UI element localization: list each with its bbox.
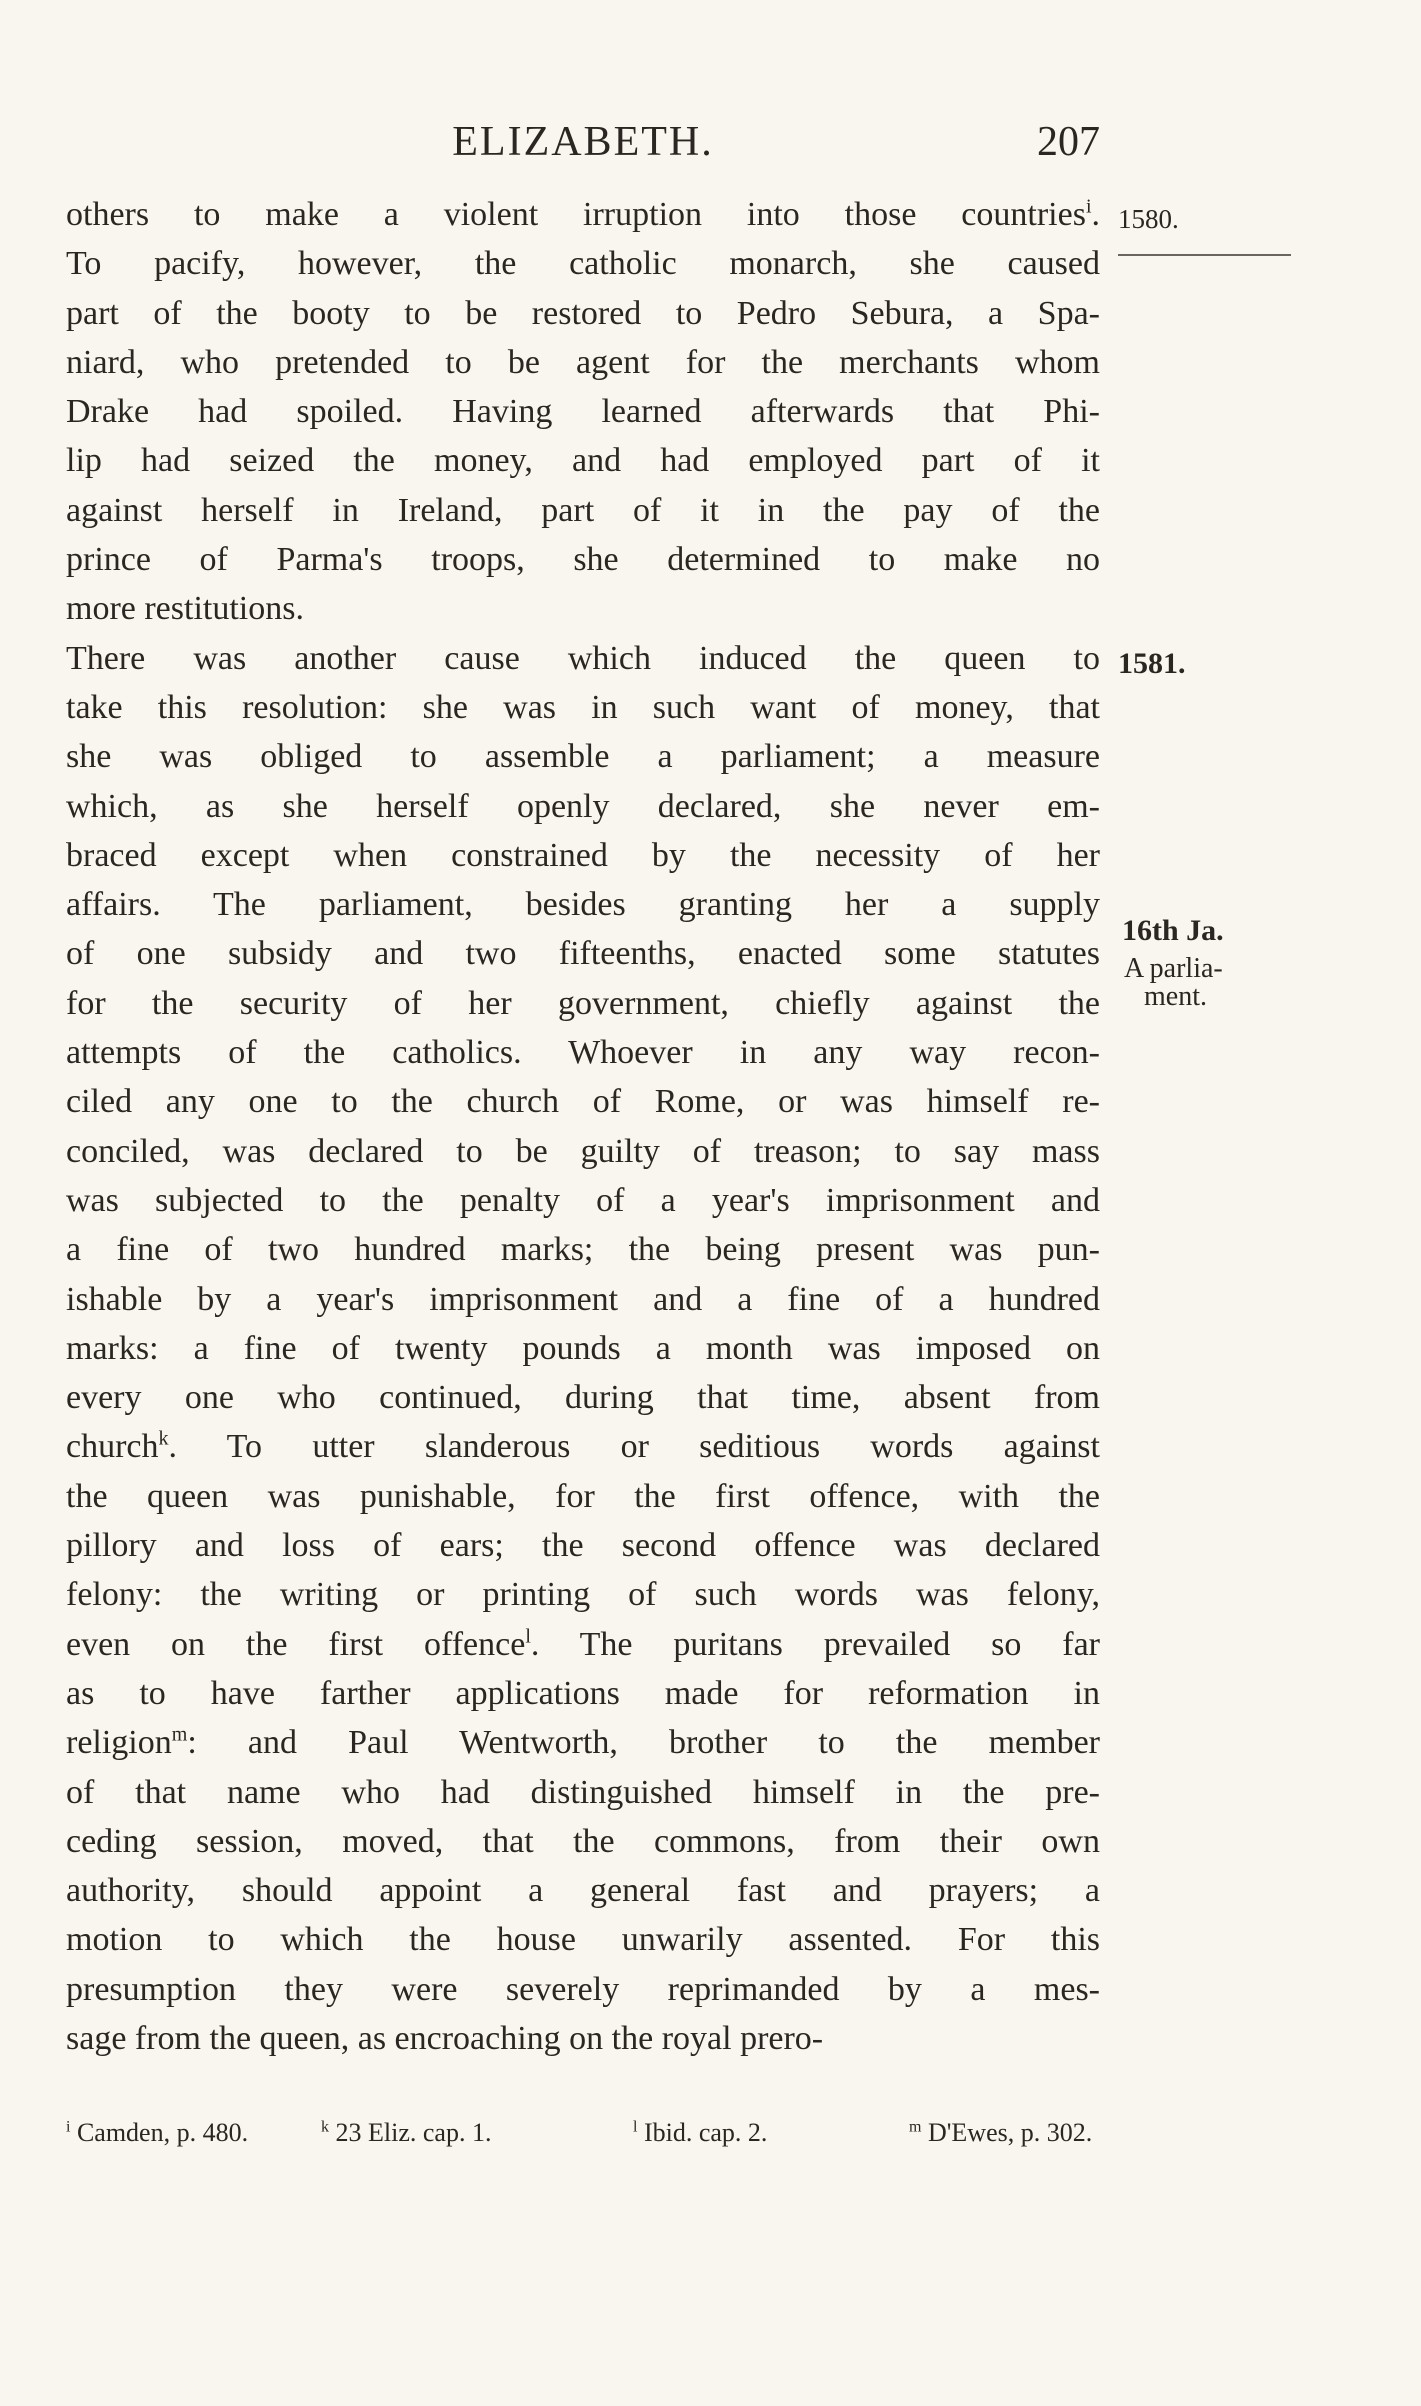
text-line	[66, 1077, 1100, 1126]
margin-date: 16th Ja.	[1122, 914, 1224, 947]
text-line	[66, 1176, 1100, 1225]
text-segment: the queen was punishable, for the first offence, with the	[66, 1477, 1100, 1515]
text-segment: To pacify, however, the catholic monarch, she caused	[66, 245, 1100, 283]
text-line	[66, 979, 1100, 1028]
text-line	[66, 1718, 1100, 1767]
text-segment: of that name who had distinguished himself in the pre-	[66, 1773, 1100, 1811]
text-segment: every one who continued, during that time, absent from	[66, 1379, 1100, 1417]
text-line	[66, 782, 1100, 831]
text-segment: presumption they were severely reprimanded by a mes-	[66, 1970, 1100, 2008]
text-line	[66, 683, 1100, 732]
text-line	[66, 1915, 1100, 1964]
margin-year-1580: 1580.	[1118, 204, 1179, 234]
text-line	[66, 2014, 1100, 2063]
text-segment: as to have farther applications made for reformation in	[66, 1674, 1100, 1712]
text-segment: conciled, was declared to be guilty of treason; to say mass	[66, 1132, 1100, 1170]
text-line	[66, 1275, 1100, 1324]
margin-rule	[1118, 254, 1291, 256]
text-line	[66, 880, 1100, 929]
margin-year-1581: 1581.	[1118, 647, 1186, 680]
text-line	[66, 436, 1100, 485]
text-segment: motion to which the house unwarily assented. For this	[66, 1921, 1100, 1959]
text-segment: take this resolution: she was in such want of money, that	[66, 688, 1100, 726]
text-segment: felony: the writing or printing of such words was felony,	[66, 1576, 1100, 1614]
text-line	[66, 338, 1100, 387]
text-segment: There was another cause which induced the queen to	[66, 639, 1100, 677]
footnote-text: Camden, p. 480.	[70, 2118, 249, 2147]
text-segment: niard, who pretended to be agent for the merchants whom	[66, 343, 1100, 381]
footnote-text: D'Ewes, p. 302.	[921, 2118, 1093, 2147]
text-line	[66, 584, 1100, 633]
text-segment: pillory and loss of ears; the second offence was declared	[66, 1527, 1100, 1565]
margin-parliament-line1: A parlia-	[1124, 953, 1223, 984]
footnote-reference: m	[171, 1723, 188, 1746]
footnote	[321, 2113, 491, 2153]
text-line	[66, 831, 1100, 880]
text-line	[66, 1422, 1100, 1471]
text-line	[66, 1965, 1100, 2014]
text-line	[66, 1669, 1100, 1718]
text-segment: ciled any one to the church of Rome, or was himself re-	[66, 1083, 1100, 1121]
text-segment: of one subsidy and two fifteenths, enacted some statutes	[66, 935, 1100, 973]
text-line	[66, 1127, 1100, 1176]
text-segment: attempts of the catholics. Whoever in any way recon-	[66, 1034, 1100, 1072]
text-segment: others to make a violent irruption into those countries	[66, 196, 1086, 233]
text-segment: ishable by a year's imprisonment and a fine of a hundred	[66, 1280, 1100, 1318]
text-segment: Drake had spoiled. Having learned afterwards that Phi-	[66, 393, 1100, 431]
margin-parliament-line2: ment.	[1144, 981, 1207, 1012]
text-segment: : and Paul Wentworth, brother to the member	[187, 1724, 1100, 1762]
body-text	[66, 190, 1100, 2063]
text-segment: lip had seized the money, and had employed part of it	[66, 442, 1100, 480]
text-line	[66, 239, 1100, 288]
footnote-text: 23 Eliz. cap. 1.	[329, 2118, 492, 2147]
text-line	[66, 1817, 1100, 1866]
text-segment: for the security of her government, chiefly against the	[66, 984, 1100, 1022]
footnote	[66, 2113, 248, 2153]
footnote-mark: m	[909, 2118, 922, 2136]
footnote-text: Ibid. cap. 2.	[637, 2118, 768, 2147]
text-line	[66, 289, 1100, 338]
running-head	[66, 112, 1100, 172]
footnote-reference: i	[1085, 195, 1092, 218]
footnote	[633, 2113, 767, 2153]
footnote-reference: l	[525, 1625, 531, 1648]
text-line	[66, 1472, 1100, 1521]
text-segment: . To utter slanderous or seditious words against	[168, 1428, 1100, 1466]
text-segment: authority, should appoint a general fast and prayers; a	[66, 1872, 1100, 1910]
text-line	[66, 190, 1100, 239]
text-segment: part of the booty to be restored to Pedro Sebura, a Spa-	[66, 294, 1100, 332]
text-segment: braced except when constrained by the necessity of her	[66, 836, 1100, 874]
text-line	[66, 1373, 1100, 1422]
text-segment: affairs. The parliament, besides granting her a supply	[66, 886, 1100, 924]
page-title: ELIZABETH.	[452, 119, 714, 165]
text-segment: .	[1091, 196, 1100, 233]
footnote-mark: k	[321, 2118, 329, 2136]
footnote-reference: k	[158, 1428, 169, 1451]
text-line	[66, 1768, 1100, 1817]
text-line	[66, 1521, 1100, 1570]
footnote	[909, 2113, 1092, 2153]
text-segment: even on the first offence	[66, 1625, 526, 1663]
footnote-mark: i	[66, 2118, 71, 2136]
text-line	[66, 1570, 1100, 1619]
text-line	[66, 1225, 1100, 1274]
text-segment: against herself in Ireland, part of it in the pay of the	[66, 491, 1100, 529]
text-line	[66, 486, 1100, 535]
text-segment: marks: a fine of twenty pounds a month was imposed on	[66, 1329, 1100, 1367]
text-line	[66, 1866, 1100, 1915]
text-segment: ceding session, moved, that the commons, from their own	[66, 1822, 1100, 1860]
text-segment: she was obliged to assemble a parliament; a measure	[66, 738, 1100, 776]
text-segment: which, as she herself openly declared, she never em-	[66, 787, 1100, 825]
text-segment: church	[66, 1428, 159, 1466]
text-line	[66, 535, 1100, 584]
text-segment: religion	[66, 1724, 172, 1762]
footnote-mark: l	[633, 2118, 638, 2136]
text-line	[66, 634, 1100, 683]
text-segment: more restitutions.	[66, 590, 304, 628]
text-segment: . The puritans prevailed so far	[530, 1625, 1100, 1663]
text-segment: prince of Parma's troops, she determined to make no	[66, 541, 1100, 579]
text-line	[66, 929, 1100, 978]
text-segment: a fine of two hundred marks; the being present was pun-	[66, 1231, 1100, 1269]
text-segment: was subjected to the penalty of a year's imprisonment and	[66, 1181, 1100, 1219]
text-line	[66, 1028, 1100, 1077]
text-segment: sage from the queen, as encroaching on the royal prero-	[66, 2019, 824, 2057]
page-number: 207	[1037, 119, 1100, 165]
text-line	[66, 1324, 1100, 1373]
text-line	[66, 732, 1100, 781]
text-line	[66, 1620, 1100, 1669]
text-line	[66, 387, 1100, 436]
